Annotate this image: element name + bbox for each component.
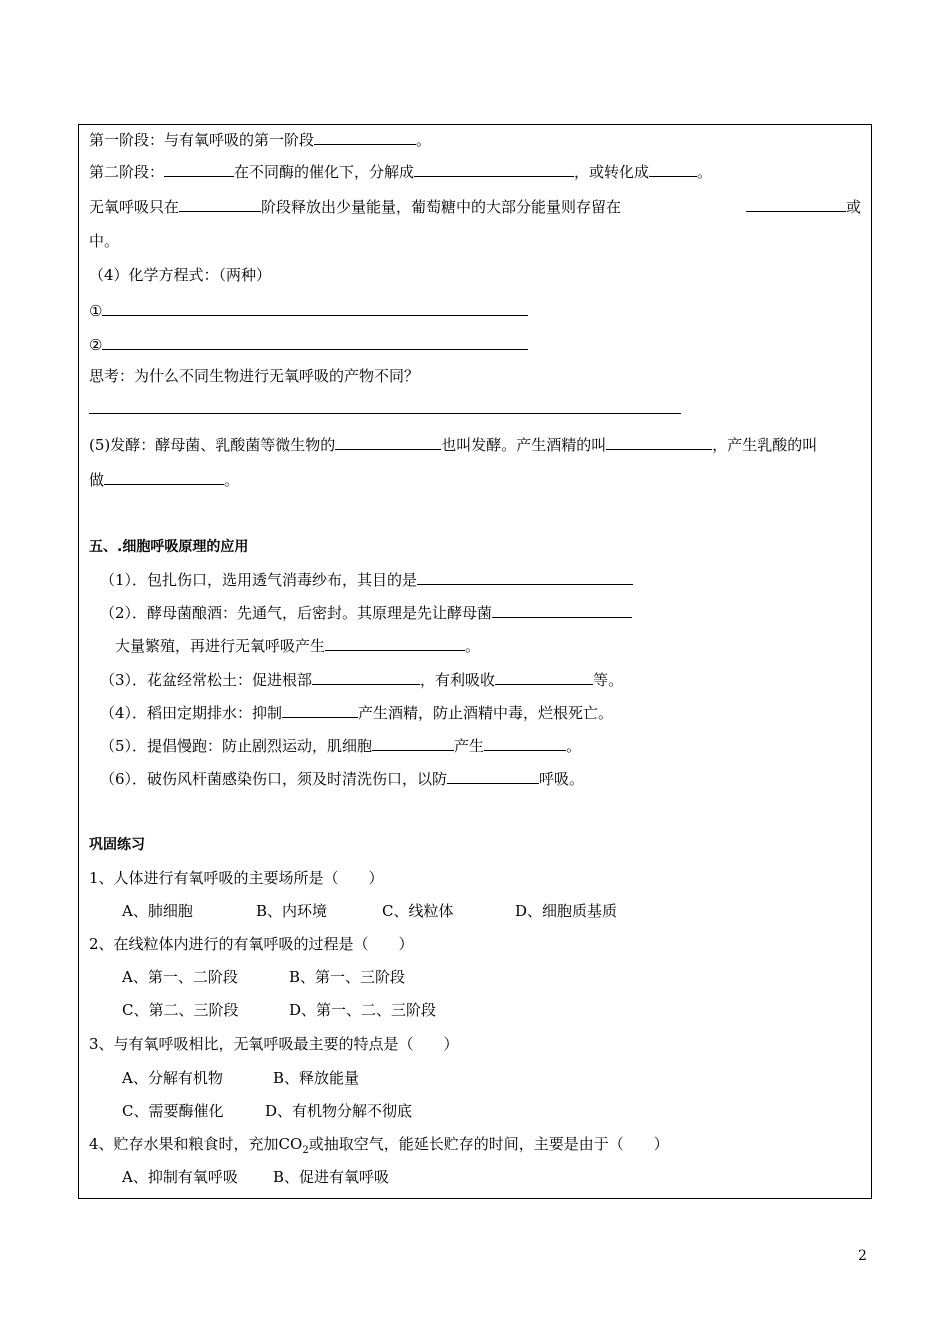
q1-option-a[interactable]: A、肺细胞	[122, 902, 193, 920]
application-blank-2a[interactable]	[492, 602, 632, 618]
q2-option-a[interactable]: A、第一、二阶段	[122, 968, 238, 986]
application-item-2: （2）．酵母菌酿酒：先通气，后密封。其原理是先让酵母菌	[100, 602, 632, 623]
think-answer-line	[89, 398, 681, 419]
exercise-title: 巩固练习	[89, 837, 145, 853]
q3-option-c[interactable]: C、需要酶催化	[122, 1102, 224, 1120]
question-2-options-row2	[122, 1000, 436, 1020]
stage1-line: 第一阶段：与有氧呼吸的第一阶段 。	[89, 131, 432, 149]
fermentation-blank-1[interactable]	[335, 434, 441, 450]
q2-option-c[interactable]: C、第二、三阶段	[122, 1001, 239, 1019]
fermentation-blank-3[interactable]	[104, 469, 224, 485]
application-item-2-cont: 大量繁殖，再进行无氧呼吸产生 。	[115, 637, 481, 655]
equation-heading: （4）化学方程式：（两种）	[89, 266, 272, 284]
question-4-options	[122, 1167, 389, 1187]
page-number: 2	[858, 1248, 867, 1264]
think-answer-blank[interactable]	[89, 398, 681, 414]
question-4: 4、贮存水果和粮食时，充加$CO_2$或抽取空气，能延长贮存的时间，主要是由于（ ）	[89, 1135, 669, 1156]
q2-option-d[interactable]: D、第一、二、三阶段	[289, 1001, 437, 1019]
application-blank-2b[interactable]	[325, 635, 465, 651]
energy-part-2: 或	[746, 196, 861, 217]
application-item-3: （3）．花盆经常松土：促进根部 ，有利吸收 等。	[100, 671, 624, 689]
equation-1-blank[interactable]	[102, 300, 528, 316]
section5-title: 五、.细胞呼吸原理的应用	[89, 539, 249, 555]
q1-option-d[interactable]: D、细胞质基质	[515, 902, 618, 920]
stage2-blank-1[interactable]	[164, 161, 234, 177]
application-item-6: （6）．破伤风杆菌感染伤口，须及时清洗伤口，以防 呼吸。	[100, 770, 585, 788]
question-1-options	[122, 901, 617, 921]
question-2: 2、在线粒体内进行的有氧呼吸的过程是（ ）	[89, 935, 414, 953]
fermentation-blank-2[interactable]	[606, 434, 712, 450]
question-2-options-row1	[122, 967, 405, 987]
think-question: 思考：为什么不同生物进行无氧呼吸的产物不同？	[89, 367, 420, 385]
q3-option-a[interactable]: A、分解有机物	[122, 1069, 223, 1087]
application-blank-3a[interactable]	[312, 669, 420, 685]
q3-option-b[interactable]: B、释放能量	[273, 1069, 360, 1087]
stage2-blank-3[interactable]	[649, 161, 697, 177]
stage2-line: 第二阶段： 在不同酶的催化下，分解成 ，或转化成 。	[89, 163, 713, 181]
application-blank-4[interactable]	[282, 702, 358, 718]
q1-option-c[interactable]: C、线粒体	[382, 902, 454, 920]
q2-option-b[interactable]: B、第一、三阶段	[289, 968, 406, 986]
application-blank-5b[interactable]	[484, 735, 566, 751]
stage1-blank[interactable]	[314, 129, 416, 145]
fermentation-line: (5)发酵：酵母菌、乳酸菌等微生物的 也叫发酵。产生酒精的叫 ，产生乳酸的叫	[89, 436, 818, 454]
stage2-blank-2[interactable]	[414, 161, 574, 177]
q1-option-b[interactable]: B、内环境	[256, 902, 328, 920]
question-3-options-row2	[122, 1101, 412, 1121]
energy-line-cont: 中。	[89, 232, 120, 250]
application-item-5: （5）．提倡慢跑：防止剧烈运动，肌细胞 产生 。	[100, 737, 582, 755]
question-3-options-row1	[122, 1068, 359, 1088]
equation-2: ②	[89, 334, 528, 355]
application-blank-3b[interactable]	[495, 669, 593, 685]
energy-part-1: 无氧呼吸只在 阶段释放出少量能量，葡萄糖中的大部分能量则存留在	[89, 198, 622, 216]
application-blank-6[interactable]	[447, 768, 539, 784]
equation-1: ①	[89, 300, 528, 321]
application-blank-5a[interactable]	[372, 735, 454, 751]
application-item-1: （1）．包扎伤口，选用透气消毒纱布，其目的是	[100, 569, 633, 590]
q3-option-d[interactable]: D、有机物分解不彻底	[265, 1102, 413, 1120]
application-blank-1[interactable]	[417, 569, 633, 585]
energy-blank-2[interactable]	[746, 196, 846, 212]
energy-blank-1[interactable]	[179, 196, 261, 212]
question-1: 1、人体进行有氧呼吸的主要场所是（ ）	[89, 869, 384, 887]
question-3: 3、与有氧呼吸相比，无氧呼吸最主要的特点是（ ）	[89, 1035, 459, 1053]
q4-option-b[interactable]: B、促进有氧呼吸	[273, 1168, 390, 1186]
q4-option-a[interactable]: A、抑制有氧呼吸	[122, 1168, 238, 1186]
energy-line	[89, 196, 861, 217]
fermentation-line-cont: 做 。	[89, 471, 240, 489]
equation-2-blank[interactable]	[102, 334, 528, 350]
application-item-4: （4）．稻田定期排水：抑制 产生酒精，防止酒精中毒，烂根死亡。	[100, 704, 614, 722]
